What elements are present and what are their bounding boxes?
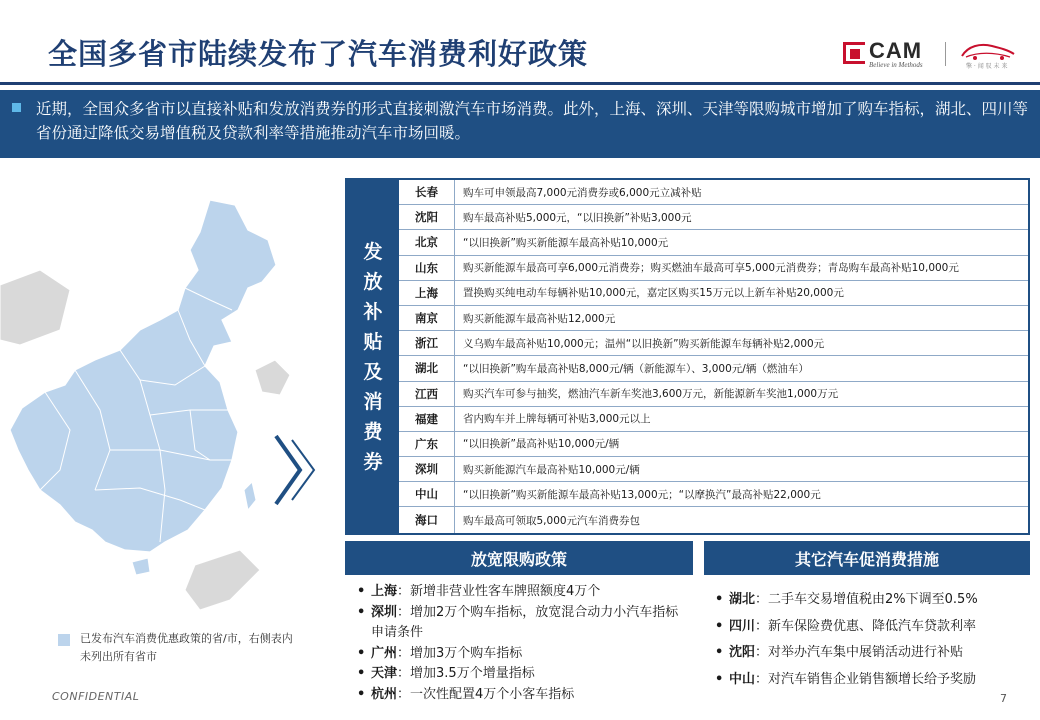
item-text: 增加3万个购车指标 xyxy=(410,645,523,661)
row-detail: 购车可申领最高7,000元消费券或6,000元立减补贴 xyxy=(463,186,702,199)
row-detail: “以旧换新”购车最高补贴8,000元/辆（新能源车）、3,000元/辆（燃油车） xyxy=(463,362,809,375)
row-city: 沈阳 xyxy=(399,205,455,229)
table-row xyxy=(399,356,1028,381)
item-city: 四川 xyxy=(729,618,756,634)
item-sep: ： xyxy=(397,584,411,599)
summary-text: 近期，全国众多省市以直接补贴和发放消费券的形式直接刺激汽车市场消费。此外，上海、深圳、天津等限购城市增加了购车指标，湖北、四川等省份通过降低交易增值税及贷款利率等措施推动汽车市场回暖。 xyxy=(36,100,1029,142)
table-row xyxy=(399,382,1028,407)
list-item xyxy=(355,644,685,665)
title-divider xyxy=(0,82,1040,85)
row-city: 北京 xyxy=(399,230,455,254)
item-text: 二手车交易增值税由2%下调至0.5% xyxy=(768,592,978,607)
row-detail: 购买新能源车最高可享6,000元消费券；购买燃油车最高可享5,000元消费券；青岛购车最高补贴10,000元 xyxy=(463,262,959,275)
row-city: 深圳 xyxy=(399,457,455,481)
partner-logo xyxy=(958,40,1018,70)
item-sep: ： xyxy=(397,645,411,661)
side-title-char: 及 xyxy=(363,360,383,383)
cam-logo-mark-icon xyxy=(843,42,865,64)
policy-right-list xyxy=(713,587,1033,693)
row-detail: “以旧换新”购买新能源车最高补贴13,000元；“以摩换汽”最高补贴22,000元 xyxy=(463,488,821,501)
row-detail: “以旧换新”最高补贴10,000元/辆 xyxy=(463,438,620,451)
confidential-label: CONFIDENTIAL xyxy=(52,690,140,703)
table-row xyxy=(399,230,1028,255)
table-row xyxy=(399,256,1028,281)
item-text: 增加3.5万个增量指标 xyxy=(410,666,535,681)
list-item xyxy=(355,685,685,706)
row-detail: 义乌购车最高补贴10,000元；温州“以旧换新”购买新能源车每辆补贴2,000元 xyxy=(463,337,825,350)
item-city: 深圳 xyxy=(371,604,398,620)
item-city: 杭州 xyxy=(371,686,398,702)
item-text: 新增非营业性客车牌照额度4万个 xyxy=(410,584,601,599)
item-city: 湖北 xyxy=(729,592,756,607)
row-city: 中山 xyxy=(399,482,455,506)
item-sep: ： xyxy=(755,618,769,634)
subsidy-side-title xyxy=(347,180,399,533)
row-city: 山东 xyxy=(399,256,455,280)
summary-banner xyxy=(0,90,1040,158)
policy-left-title: 放宽限购政策 xyxy=(345,541,693,575)
table-row xyxy=(399,180,1028,205)
item-sep: ： xyxy=(755,671,769,687)
car-logo-icon xyxy=(958,40,1018,62)
subsidy-rows xyxy=(399,180,1028,533)
item-text: 对汽车销售企业销售额增长给予奖励 xyxy=(768,671,977,687)
legend-text: 已发布汽车消费优惠政策的省/市，右侧表内未列出所有省市 xyxy=(80,632,293,663)
side-title-char: 消 xyxy=(363,390,383,413)
row-detail: 置换购买纯电动车每辆补贴10,000元，嘉定区购买15万元以上新车补贴20,000元 xyxy=(463,287,844,300)
row-city: 湖北 xyxy=(399,356,455,380)
item-city: 沈阳 xyxy=(729,645,756,660)
cam-logo-text: CAM xyxy=(869,38,923,63)
row-city: 南京 xyxy=(399,306,455,330)
table-row xyxy=(399,482,1028,507)
row-detail: 购车最高补贴5,000元，“以旧换新”补贴3,000元 xyxy=(463,211,692,224)
table-row xyxy=(399,331,1028,356)
cam-logo-tagline: Believe in Methods xyxy=(869,61,923,69)
list-item xyxy=(355,603,685,644)
item-city: 天津 xyxy=(371,666,398,681)
table-row xyxy=(399,507,1028,532)
item-sep: ： xyxy=(397,686,411,702)
item-sep: ： xyxy=(397,666,411,681)
row-city: 上海 xyxy=(399,281,455,305)
policy-left-list xyxy=(355,582,685,705)
page-title: 全国多省市陆续发布了汽车消费利好政策 xyxy=(48,37,589,71)
policy-right-title: 其它汽车促消费措施 xyxy=(704,541,1030,575)
item-sep: ： xyxy=(397,604,411,620)
legend-swatch xyxy=(58,634,70,646)
item-text: 增加2万个购车指标，放宽混合动力小汽车指标申请条件 xyxy=(371,604,679,640)
row-city: 广东 xyxy=(399,432,455,456)
item-city: 广州 xyxy=(371,645,398,661)
item-sep: ： xyxy=(755,645,769,660)
side-title-char: 费 xyxy=(363,420,383,443)
row-detail: 省内购车并上牌每辆可补贴3,000元以上 xyxy=(463,413,651,426)
item-sep: ： xyxy=(755,592,769,607)
side-title-char: 放 xyxy=(363,270,383,293)
table-row xyxy=(399,306,1028,331)
subsidy-table xyxy=(345,178,1030,535)
side-title-char: 券 xyxy=(363,450,383,473)
list-item xyxy=(713,587,1033,614)
item-text: 一次性配置4万个小客车指标 xyxy=(410,686,575,702)
item-city: 中山 xyxy=(729,671,756,687)
chevron-right-icon xyxy=(270,430,330,510)
list-item xyxy=(713,640,1033,667)
china-map xyxy=(0,170,330,630)
row-detail: 购买新能源车最高补贴12,000元 xyxy=(463,312,616,325)
china-map-icon xyxy=(0,170,330,630)
item-text: 新车保险费优惠、降低汽车贷款利率 xyxy=(768,618,977,634)
list-item xyxy=(713,667,1033,694)
item-text: 对举办汽车集中展销活动进行补贴 xyxy=(768,645,964,660)
table-row xyxy=(399,407,1028,432)
row-city: 福建 xyxy=(399,407,455,431)
table-row xyxy=(399,205,1028,230)
partner-logo-tagline: 擎 · 闻 驭 未 来 xyxy=(966,63,1008,70)
row-city: 浙江 xyxy=(399,331,455,355)
logo-divider xyxy=(945,42,946,66)
side-title-char: 发 xyxy=(363,240,383,263)
row-city: 长春 xyxy=(399,180,455,204)
row-city: 江西 xyxy=(399,382,455,406)
page-number: 7 xyxy=(1000,692,1007,705)
square-bullet-icon xyxy=(12,103,21,112)
row-city: 海口 xyxy=(399,507,455,532)
cam-logo xyxy=(843,40,939,70)
table-row xyxy=(399,432,1028,457)
item-city: 上海 xyxy=(371,584,398,599)
row-detail: “以旧换新”购买新能源车最高补贴10,000元 xyxy=(463,236,669,249)
row-detail: 购买新能源汽车最高补贴10,000元/辆 xyxy=(463,463,640,476)
list-item xyxy=(713,614,1033,641)
list-item xyxy=(355,582,685,603)
table-row xyxy=(399,281,1028,306)
side-title-char: 贴 xyxy=(363,330,383,353)
table-row xyxy=(399,457,1028,482)
row-detail: 购车最高可领取5,000元汽车消费券包 xyxy=(463,514,641,527)
list-item xyxy=(355,664,685,685)
row-detail: 购买汽车可参与抽奖，燃油汽车新车奖池3,600万元，新能源新车奖池1,000万元 xyxy=(463,388,839,401)
side-title-char: 补 xyxy=(363,300,383,323)
